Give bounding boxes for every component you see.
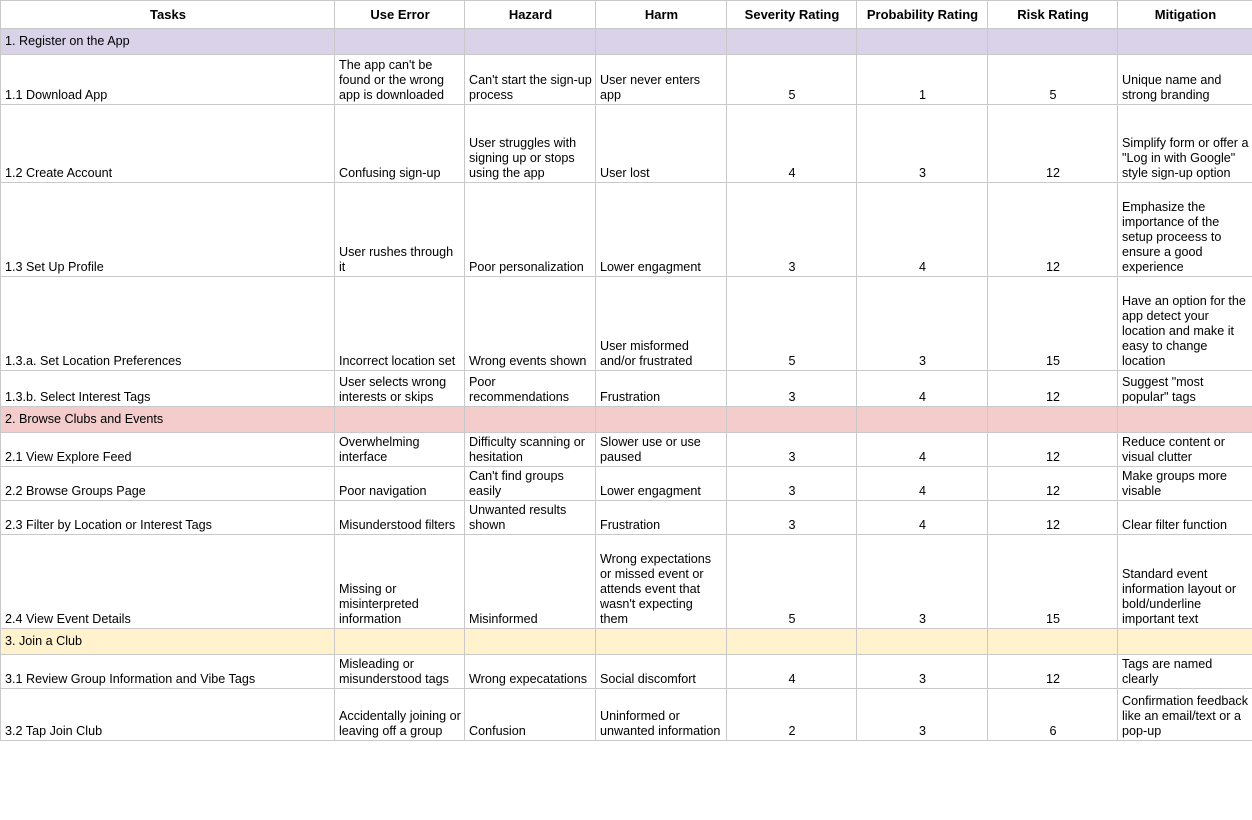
task-cell[interactable]: 2.1 View Explore Feed xyxy=(1,433,335,467)
table-row xyxy=(1,183,1252,277)
task-cell[interactable]: 1.3.b. Select Interest Tags xyxy=(1,371,335,407)
risk-cell[interactable]: 15 xyxy=(988,277,1118,371)
hazard-cell[interactable]: Wrong events shown xyxy=(465,277,596,371)
risk-cell[interactable]: 12 xyxy=(988,467,1118,501)
probability-cell[interactable]: 4 xyxy=(857,371,988,407)
empty-cell[interactable] xyxy=(596,407,727,433)
task-cell[interactable]: 1.2 Create Account xyxy=(1,105,335,183)
use-error-cell[interactable]: Incorrect location set xyxy=(335,277,465,371)
mitigation-cell[interactable]: Make groups more visable xyxy=(1118,467,1252,501)
hazard-cell[interactable]: Unwanted results shown xyxy=(465,501,596,535)
risk-cell[interactable]: 5 xyxy=(988,55,1118,105)
hazard-cell[interactable]: Misinformed xyxy=(465,535,596,629)
severity-cell[interactable]: 3 xyxy=(727,183,857,277)
harm-cell[interactable]: Frustration xyxy=(596,501,727,535)
probability-cell[interactable]: 1 xyxy=(857,55,988,105)
header-severity-rating[interactable]: Severity Rating xyxy=(727,1,857,29)
severity-cell[interactable]: 2 xyxy=(727,689,857,741)
table-row xyxy=(1,467,1252,501)
harm-cell[interactable]: Wrong expectations or missed event or attends event that wasn't expecting them xyxy=(596,535,727,629)
table-body xyxy=(1,29,1252,741)
harm-cell[interactable]: User misformed and/or frustrated xyxy=(596,277,727,371)
header-risk-rating[interactable]: Risk Rating xyxy=(988,1,1118,29)
empty-cell[interactable] xyxy=(335,407,465,433)
mitigation-cell[interactable]: Simplify form or offer a "Log in with Google" style sign-up option xyxy=(1118,105,1252,183)
harm-cell[interactable]: Uninformed or unwanted information xyxy=(596,689,727,741)
table-row xyxy=(1,55,1252,105)
use-error-cell[interactable]: Misunderstood filters xyxy=(335,501,465,535)
header-probability-rating[interactable]: Probability Rating xyxy=(857,1,988,29)
mitigation-cell[interactable]: Confirmation feedback like an email/text or a pop-up xyxy=(1118,689,1252,741)
risk-cell[interactable]: 12 xyxy=(988,371,1118,407)
probability-cell[interactable]: 4 xyxy=(857,433,988,467)
mitigation-cell[interactable]: Reduce content or visual clutter xyxy=(1118,433,1252,467)
use-error-cell[interactable]: Confusing sign-up xyxy=(335,105,465,183)
hazard-cell[interactable]: Can't find groups easily xyxy=(465,467,596,501)
section-row xyxy=(1,629,1252,655)
severity-cell[interactable]: 3 xyxy=(727,371,857,407)
severity-cell[interactable]: 4 xyxy=(727,655,857,689)
risk-cell[interactable]: 15 xyxy=(988,535,1118,629)
header-row xyxy=(1,1,1252,29)
table-row xyxy=(1,105,1252,183)
task-cell[interactable]: 2.2 Browse Groups Page xyxy=(1,467,335,501)
hazard-cell[interactable]: User struggles with signing up or stops using the app xyxy=(465,105,596,183)
table-row xyxy=(1,689,1252,741)
section-label[interactable]: 3. Join a Club xyxy=(1,629,335,655)
mitigation-cell[interactable]: Tags are named clearly xyxy=(1118,655,1252,689)
empty-cell[interactable] xyxy=(988,29,1118,55)
section-label[interactable]: 1. Register on the App xyxy=(1,29,335,55)
empty-cell[interactable] xyxy=(465,407,596,433)
mitigation-cell[interactable]: Suggest "most popular" tags xyxy=(1118,371,1252,407)
hazard-cell[interactable]: Confusion xyxy=(465,689,596,741)
risk-cell[interactable]: 6 xyxy=(988,689,1118,741)
probability-cell[interactable]: 3 xyxy=(857,689,988,741)
empty-cell[interactable] xyxy=(596,29,727,55)
severity-cell[interactable]: 3 xyxy=(727,501,857,535)
task-cell[interactable]: 3.1 Review Group Information and Vibe Tags xyxy=(1,655,335,689)
task-cell[interactable]: 2.3 Filter by Location or Interest Tags xyxy=(1,501,335,535)
use-error-cell[interactable]: Misleading or misunderstood tags xyxy=(335,655,465,689)
section-row xyxy=(1,29,1252,55)
probability-cell[interactable]: 4 xyxy=(857,467,988,501)
empty-cell[interactable] xyxy=(465,29,596,55)
header-tasks[interactable]: Tasks xyxy=(1,1,335,29)
task-cell[interactable]: 1.1 Download App xyxy=(1,55,335,105)
section-label[interactable]: 2. Browse Clubs and Events xyxy=(1,407,335,433)
hazard-cell[interactable]: Difficulty scanning or hesitation xyxy=(465,433,596,467)
use-error-cell[interactable]: Accidentally joining or leaving off a group xyxy=(335,689,465,741)
empty-cell[interactable] xyxy=(335,29,465,55)
harm-cell[interactable]: Social discomfort xyxy=(596,655,727,689)
use-error-cell[interactable]: User selects wrong interests or skips xyxy=(335,371,465,407)
severity-cell[interactable]: 5 xyxy=(727,535,857,629)
severity-cell[interactable]: 4 xyxy=(727,105,857,183)
mitigation-cell[interactable]: Have an option for the app detect your location and make it easy to change location xyxy=(1118,277,1252,371)
risk-cell[interactable]: 12 xyxy=(988,183,1118,277)
header-mitigation[interactable]: Mitigation xyxy=(1118,1,1252,29)
risk-cell[interactable]: 12 xyxy=(988,655,1118,689)
use-error-cell[interactable]: Poor navigation xyxy=(335,467,465,501)
task-cell[interactable]: 1.3 Set Up Profile xyxy=(1,183,335,277)
task-cell[interactable]: 3.2 Tap Join Club xyxy=(1,689,335,741)
risk-cell[interactable]: 12 xyxy=(988,105,1118,183)
empty-cell[interactable] xyxy=(988,407,1118,433)
mitigation-cell[interactable]: Clear filter function xyxy=(1118,501,1252,535)
empty-cell[interactable] xyxy=(1118,629,1252,655)
hazard-cell[interactable]: Poor personalization xyxy=(465,183,596,277)
header-use-error[interactable]: Use Error xyxy=(335,1,465,29)
use-error-cell[interactable]: The app can't be found or the wrong app is downloaded xyxy=(335,55,465,105)
section-row xyxy=(1,407,1252,433)
severity-cell[interactable]: 5 xyxy=(727,55,857,105)
harm-cell[interactable]: Slower use or use paused xyxy=(596,433,727,467)
probability-cell[interactable]: 3 xyxy=(857,655,988,689)
hazard-cell[interactable]: Can't start the sign-up process xyxy=(465,55,596,105)
empty-cell[interactable] xyxy=(727,29,857,55)
empty-cell[interactable] xyxy=(727,407,857,433)
empty-cell[interactable] xyxy=(857,29,988,55)
harm-cell[interactable]: User lost xyxy=(596,105,727,183)
header-harm[interactable]: Harm xyxy=(596,1,727,29)
empty-cell[interactable] xyxy=(1118,407,1252,433)
mitigation-cell[interactable]: Emphasize the importance of the setup proceess to ensure a good experience xyxy=(1118,183,1252,277)
harm-cell[interactable]: Lower engagment xyxy=(596,467,727,501)
table-row xyxy=(1,277,1252,371)
header-hazard[interactable]: Hazard xyxy=(465,1,596,29)
empty-cell[interactable] xyxy=(857,407,988,433)
probability-cell[interactable]: 4 xyxy=(857,501,988,535)
use-error-cell[interactable]: Missing or misinterpreted information xyxy=(335,535,465,629)
mitigation-cell[interactable]: Standard event information layout or bold/underline important text xyxy=(1118,535,1252,629)
table-row xyxy=(1,371,1252,407)
hazard-cell[interactable]: Poor recommendations xyxy=(465,371,596,407)
empty-cell[interactable] xyxy=(1118,29,1252,55)
table-row xyxy=(1,433,1252,467)
empty-cell[interactable] xyxy=(727,629,857,655)
probability-cell[interactable]: 3 xyxy=(857,277,988,371)
harm-cell[interactable]: User never enters app xyxy=(596,55,727,105)
risk-cell[interactable]: 12 xyxy=(988,433,1118,467)
harm-cell[interactable]: Frustration xyxy=(596,371,727,407)
severity-cell[interactable]: 5 xyxy=(727,277,857,371)
use-error-cell[interactable]: Overwhelming interface xyxy=(335,433,465,467)
task-cell[interactable]: 2.4 View Event Details xyxy=(1,535,335,629)
severity-cell[interactable]: 3 xyxy=(727,433,857,467)
hazard-cell[interactable]: Wrong expecatations xyxy=(465,655,596,689)
use-error-cell[interactable]: User rushes through it xyxy=(335,183,465,277)
empty-cell[interactable] xyxy=(335,629,465,655)
harm-cell[interactable]: Lower engagment xyxy=(596,183,727,277)
empty-cell[interactable] xyxy=(988,629,1118,655)
empty-cell[interactable] xyxy=(596,629,727,655)
empty-cell[interactable] xyxy=(857,629,988,655)
mitigation-cell[interactable]: Unique name and strong branding xyxy=(1118,55,1252,105)
probability-cell[interactable]: 3 xyxy=(857,105,988,183)
table-row xyxy=(1,501,1252,535)
empty-cell[interactable] xyxy=(465,629,596,655)
probability-cell[interactable]: 4 xyxy=(857,183,988,277)
severity-cell[interactable]: 3 xyxy=(727,467,857,501)
task-cell[interactable]: 1.3.a. Set Location Preferences xyxy=(1,277,335,371)
table-row xyxy=(1,535,1252,629)
risk-cell[interactable]: 12 xyxy=(988,501,1118,535)
probability-cell[interactable]: 3 xyxy=(857,535,988,629)
table-row xyxy=(1,655,1252,689)
